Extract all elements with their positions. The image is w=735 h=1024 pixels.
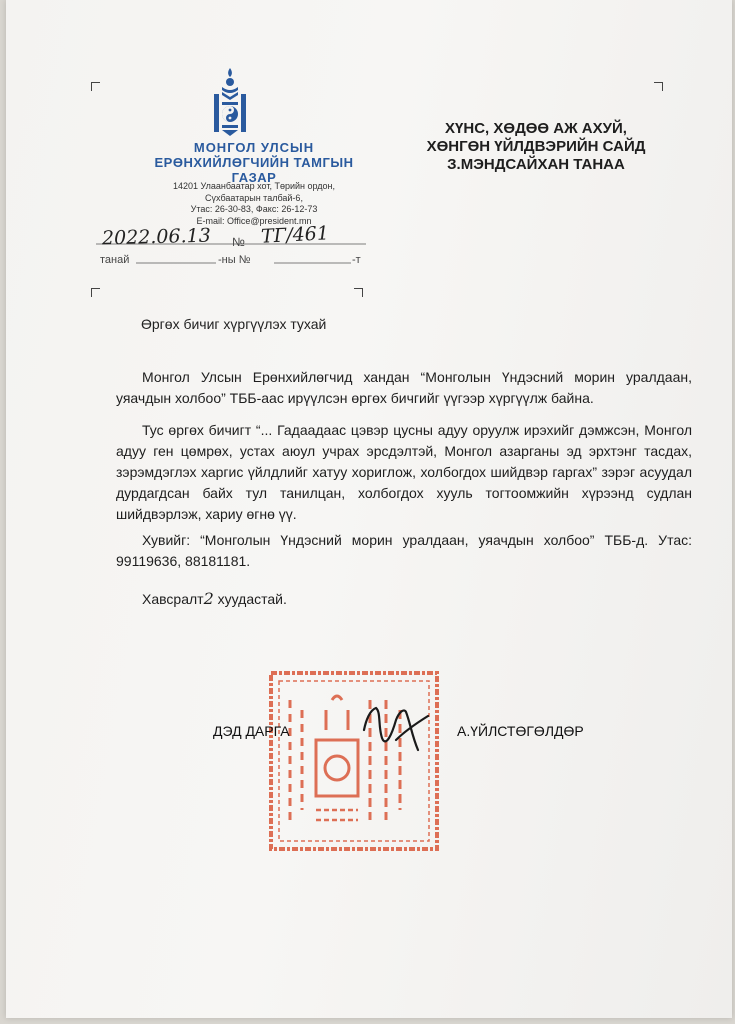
number-label: № xyxy=(232,235,245,249)
handwritten-number: ТГ/461 xyxy=(260,222,330,248)
reply-prefix: танай xyxy=(100,254,130,266)
organization-address xyxy=(134,181,374,227)
address-line: 14201 Улаанбаатар хот, Төрийн ордон, xyxy=(172,181,336,191)
body-paragraph-2: Тус өргөх бичигт “... Гадаадаас цэвэр цусны адуу оруулж ирэхийг дэмжсэн, Монгол адуу ген цөмрөх, устах аюул учрах эрсдэлтэй, Монгол азарганы эд эрхтэнг тасдах, зэрэмдэглэх харгис үйлдлийг хатуу хориглож, холбогдох шийдвэр гаргах” зэрэг асуудал дурдагдсан байх тул танилцан, холбогдох хууль тогтоомжийн хүрээнд судлан шийдвэрлэж, хариу өгнө үү. xyxy=(116,422,692,522)
recipient-line: З.МЭНДСАЙХАН ТАНАА xyxy=(447,156,625,173)
soyombo-emblem-icon xyxy=(210,66,250,138)
address-line: Сүхбаатарын талбай-6, xyxy=(205,192,303,203)
signer-position: ДЭД ДАРГА xyxy=(213,723,290,739)
document-sheet xyxy=(6,0,732,1018)
attachment-suffix: хуудастай. xyxy=(213,591,287,607)
attachment-note xyxy=(142,589,287,608)
org-line-1: МОНГОЛ УЛСЫН xyxy=(193,140,315,155)
body-paragraph-3: Хувийг: “Монголын Үндэсний морин уралдаан, уяачдын холбоо” ТББ-д. Утас: 99119636, 88181181. xyxy=(116,532,692,569)
corner-mark-top-left xyxy=(91,82,100,91)
letter-subject: Өргөх бичиг хүргүүлэх тухай xyxy=(141,316,327,332)
handwritten-date: 2022.06.13 xyxy=(101,224,212,250)
corner-mark-mid-right xyxy=(354,288,363,297)
attachment-prefix: Хавсралт xyxy=(142,591,204,607)
body-paragraph-1: Монгол Улсын Ерөнхийлөгчид хандан “Монголын Үндэсний морин уралдаан, уяачдын холбоо” ТББ-аас ирүүлсэн өргөх бичгийг үүгээр хүргүүлж байна. xyxy=(116,369,692,406)
recipient-line: ХӨНГӨН ҮЙЛДВЭРИЙН САЙД xyxy=(426,138,646,155)
organization-name xyxy=(134,140,374,185)
org-line-2: ЕРӨНХИЙЛӨГЧИЙН ТАМГЫН ГАЗАР xyxy=(154,155,354,185)
reply-mid: -ны № xyxy=(218,254,251,266)
corner-mark-mid-left xyxy=(91,288,100,297)
signer-name: А.ҮЙЛСТӨГӨЛДӨР xyxy=(457,723,584,739)
recipient-line: ХҮНС, ХӨДӨӨ АЖ АХУЙ, xyxy=(445,120,627,137)
reply-suffix: -т xyxy=(352,254,361,266)
recipient-block xyxy=(416,120,656,174)
corner-mark-top-right xyxy=(654,82,663,91)
handwritten-signature xyxy=(336,690,436,770)
attachment-count-handwritten: 2 xyxy=(203,589,214,608)
address-line: Утас: 26-30-83, Факс: 26-12-73 xyxy=(190,204,318,214)
address-line: E-mail: Office@president.mn xyxy=(196,215,312,226)
